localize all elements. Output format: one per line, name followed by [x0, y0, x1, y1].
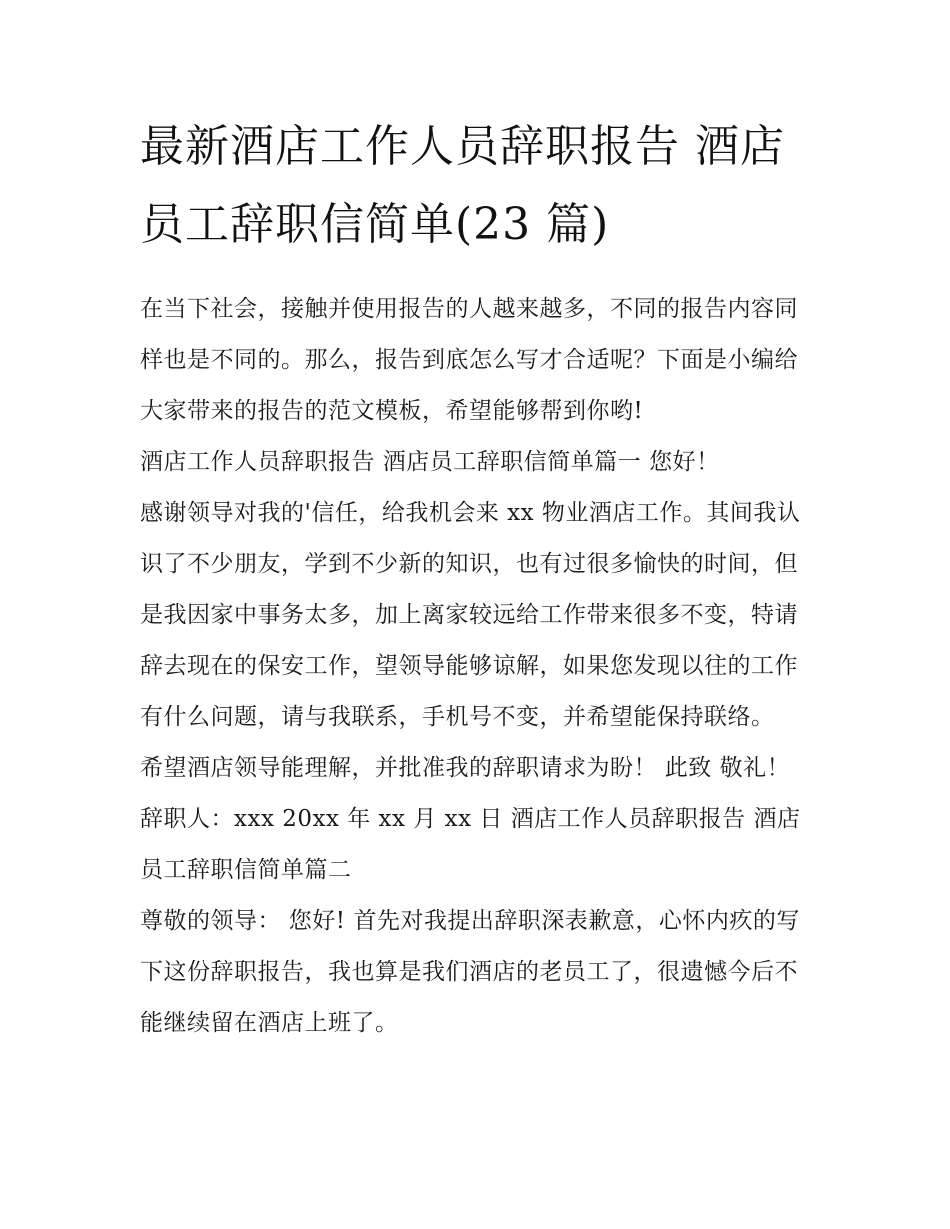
letter-one-closing: 希望酒店领导能理解，并批准我的辞职请求为盼！ 此致 敬礼！ 辞职人：xxx 20xx 年 xx 月 xx 日 酒店工作人员辞职报告 酒店员工辞职信简单篇二 — [140, 755, 801, 883]
intro-paragraph: 在当下社会，接触并使用报告的人越来越多，不同的报告内容同样也是不同的。那么，报告到底怎么写才合适呢？下面是小编给大家带来的报告的范文模板，希望能够帮到你哟! — [140, 296, 798, 424]
letter-two-body: 尊敬的领导： 您好! 首先对我提出辞职深表歉意，心怀内疚的写下这份辞职报告，我也算是我们酒店的老员工了，很遗憾今后不能继续留在酒店上班了。 — [140, 908, 800, 1036]
letter-one-body: 感谢领导对我的'信任，给我机会来 xx 物业酒店工作。其间我认识了不少朋友，学到不少新的知识，也有过很多愉快的时间，但是我因家中事务太多，加上离家较远给工作带来很多不变，特请辞去现在的保安工作，望领导能够谅解，如果您发现以往的工作有什么问题，请与我联系，手机号不变，并希望能保持联络。 — [140, 500, 801, 730]
document-body — [140, 108, 820, 1049]
document-title: 最新酒店工作人员辞职报告 酒店员工辞职信简单(23 篇) — [140, 121, 785, 250]
letter-one-heading: 酒店工作人员辞职报告 酒店员工辞职信简单篇一 您好！ — [140, 449, 720, 475]
